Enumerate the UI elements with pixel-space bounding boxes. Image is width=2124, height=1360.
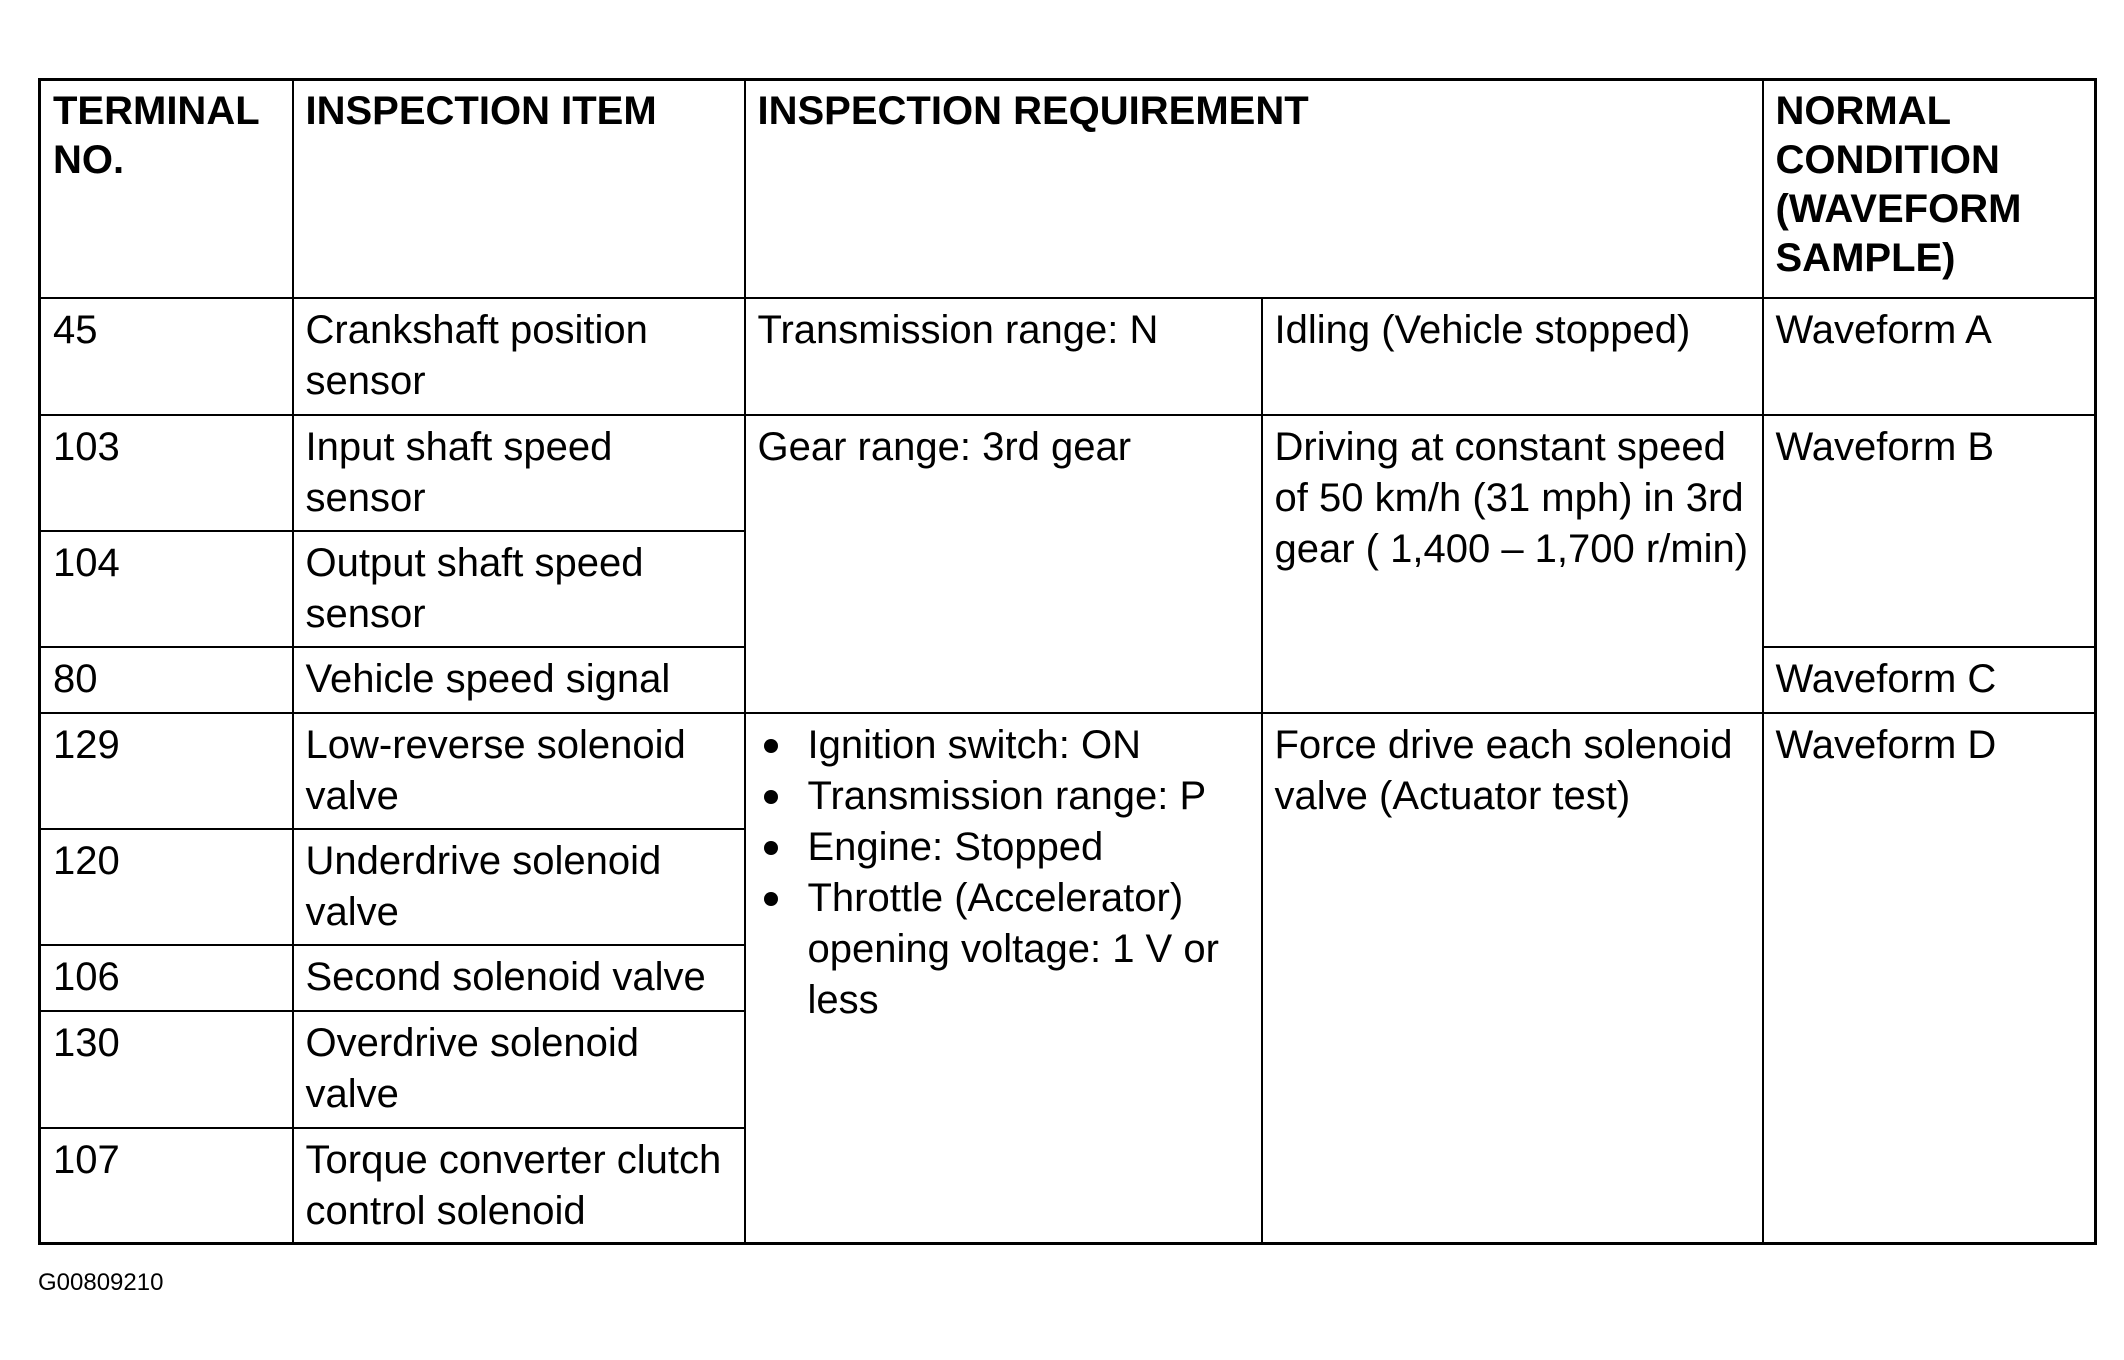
requirement-detail-cell: Force drive each solenoid valve (Actuator test) [1262, 713, 1763, 1244]
terminal-cell: 129 [40, 713, 293, 829]
figure-id: G00809210 [38, 1269, 164, 1296]
table-row [40, 298, 2096, 415]
list-item [758, 822, 1249, 873]
header-terminal-no: TERMINAL NO. [40, 80, 293, 298]
item-cell: Crankshaft position sensor [293, 298, 745, 415]
terminal-cell: 120 [40, 829, 293, 945]
condition-list [758, 720, 1249, 1026]
bullet-icon [764, 790, 778, 804]
item-cell: Second solenoid valve [293, 945, 745, 1011]
terminal-cell: 45 [40, 298, 293, 415]
terminal-cell: 104 [40, 531, 293, 647]
waveform-cell: Waveform B [1763, 415, 2096, 647]
requirement-detail-cell: Driving at constant speed of 50 km/h (31 mph) in 3rd gear ( 1,400 – 1,700 r/min) [1262, 415, 1763, 713]
condition-text: Ignition switch: ON [807, 722, 1141, 767]
bullet-icon [764, 739, 778, 753]
item-cell: Low-reverse solenoid valve [293, 713, 745, 829]
item-cell: Overdrive solenoid valve [293, 1011, 745, 1128]
condition-text: Engine: Stopped [807, 824, 1104, 869]
item-cell: Output shaft speed sensor [293, 531, 745, 647]
list-item [758, 771, 1249, 822]
header-row [40, 80, 2096, 298]
condition-text: Transmission range: P [807, 773, 1207, 818]
header-inspection-item: INSPECTION ITEM [293, 80, 745, 298]
requirement-condition-cell [745, 713, 1262, 1244]
bullet-icon [764, 892, 778, 906]
inspection-table [38, 78, 2097, 1245]
terminal-cell: 107 [40, 1128, 293, 1244]
requirement-condition-cell: Gear range: 3rd gear [745, 415, 1262, 713]
terminal-cell: 106 [40, 945, 293, 1011]
condition-text: Throttle (Accelerator) opening voltage: 1 V or less [807, 875, 1219, 1022]
item-cell: Torque converter clutch control solenoid [293, 1128, 745, 1244]
list-item [758, 873, 1249, 1026]
terminal-cell: 103 [40, 415, 293, 531]
waveform-cell: Waveform D [1763, 713, 2096, 1244]
item-cell: Input shaft speed sensor [293, 415, 745, 531]
item-cell: Vehicle speed signal [293, 647, 745, 713]
list-item [758, 720, 1249, 771]
header-normal-condition: NORMAL CONDITION (WAVEFORM SAMPLE) [1763, 80, 2096, 298]
header-inspection-requirement: INSPECTION REQUIREMENT [745, 80, 1763, 298]
terminal-cell: 80 [40, 647, 293, 713]
bullet-icon [764, 841, 778, 855]
requirement-detail-cell: Idling (Vehicle stopped) [1262, 298, 1763, 415]
table-row [40, 713, 2096, 829]
requirement-condition-cell: Transmission range: N [745, 298, 1262, 415]
waveform-cell: Waveform A [1763, 298, 2096, 415]
waveform-cell: Waveform C [1763, 647, 2096, 713]
table-row [40, 415, 2096, 531]
item-cell: Underdrive solenoid valve [293, 829, 745, 945]
terminal-cell: 130 [40, 1011, 293, 1128]
